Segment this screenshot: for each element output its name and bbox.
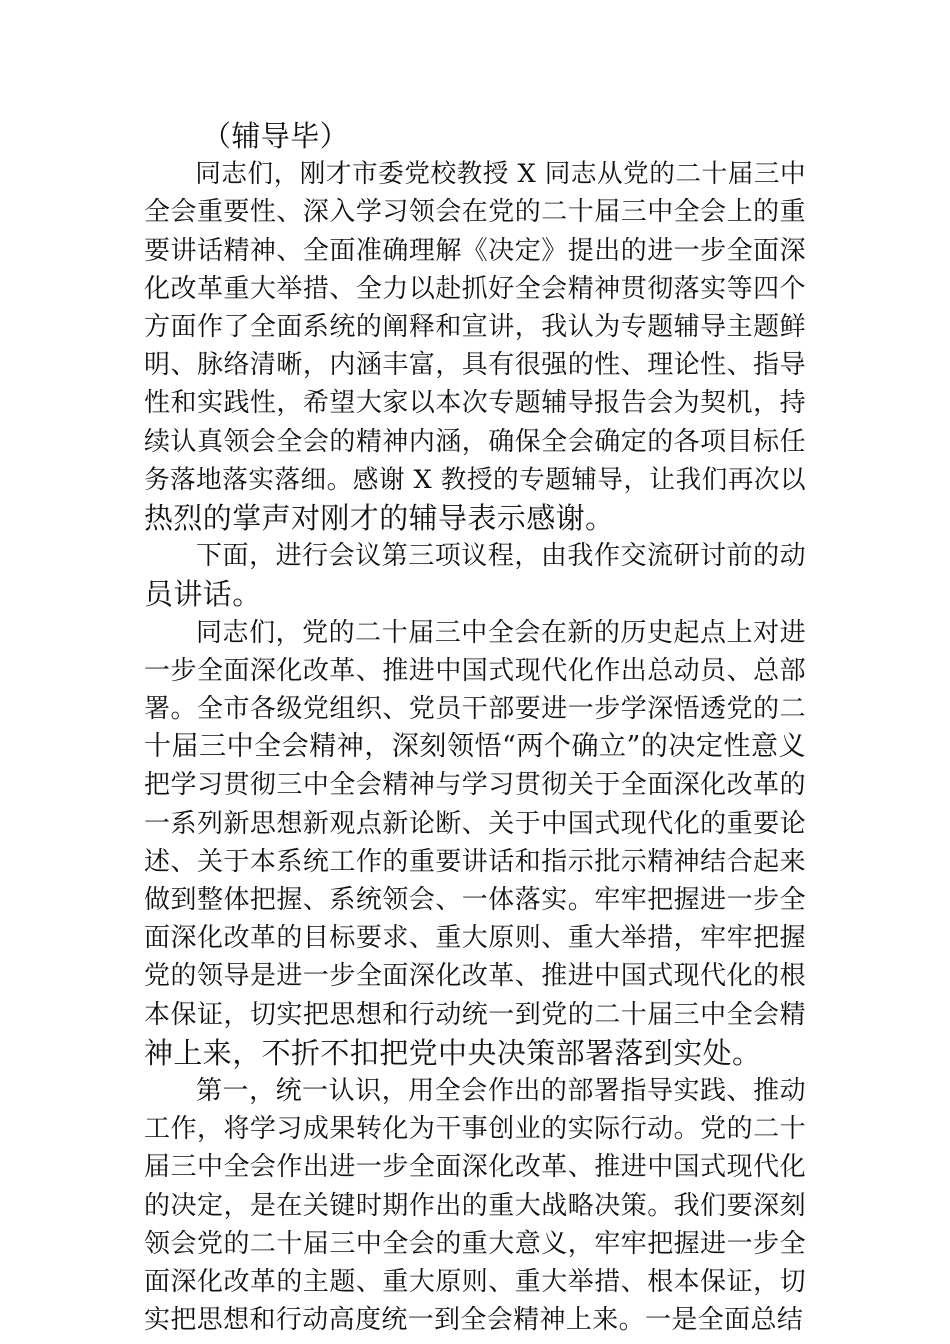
text-line: （辅导毕） [202, 119, 350, 153]
text-line: 全会重要性、深入学习领会在党的二十届三中全会上的重 [144, 197, 806, 228]
text-line: 化改革重大举措、全力以赴抓好全会精神贯彻落实等四个 [144, 273, 806, 304]
text-line: 领会党的二十届三中全会的重大意义，牢牢把握进一步全 [144, 1228, 806, 1259]
text-line: 面深化改革的主题、重大原则、重大举措、根本保证，切 [144, 1267, 806, 1298]
paragraph [144, 117, 806, 155]
text-line: 本保证，切实把思想和行动统一到党的二十届三中全会精 [144, 999, 806, 1030]
text-line: 党的领导是进一步全面深化改革、推进中国式现代化的根 [144, 961, 806, 992]
text-line: 务落地落实落细。感谢 X 教授的专题辅导，让我们再次以 [144, 464, 806, 495]
text-line: 工作，将学习成果转化为干事创业的实际行动。党的二十 [144, 1114, 806, 1145]
text-line: 性和实践性，希望大家以本次专题辅导报告会为契机，持 [144, 388, 806, 419]
paragraph [144, 1072, 806, 1339]
text-line: 一步全面深化改革、推进中国式现代化作出总动员、总部 [144, 655, 806, 686]
text-line: 把学习贯彻三中全会精神与学习贯彻关于全面深化改革的 [144, 770, 806, 801]
text-line: 届三中全会作出进一步全面深化改革、推进中国式现代化 [144, 1152, 806, 1183]
text-line: 实把思想和行动高度统一到全会精神上来。一是全面总结 [144, 1305, 804, 1336]
text-line: 要讲话精神、全面准确理解《决定》提出的进一步全面深 [144, 235, 806, 266]
text-line: 续认真领会全会的精神内涵，确保全会确定的各项目标任 [144, 426, 806, 457]
paragraph [144, 614, 806, 1072]
text-line: 明、脉络清晰，内涵丰富，具有很强的性、理论性、指导 [144, 350, 806, 381]
text-line: 下面，进行会议第三项议程，由我作交流研讨前的动 [196, 541, 806, 572]
paragraph [144, 155, 806, 537]
text-line: 做到整体把握、系统领会、一体落实。牢牢把握进一步全 [144, 885, 806, 916]
text-line: 署。全市各级党组织、党员干部要进一步学深悟透党的二 [144, 694, 806, 725]
text-line: 员讲话。 [144, 577, 262, 612]
text-line: 神上来，不折不扣把党中央决策部署落到实处。 [144, 1035, 762, 1070]
paragraph [144, 537, 806, 613]
text-line: 同志们，党的二十届三中全会在新的历史起点上对进 [196, 617, 806, 648]
text-line: 第一，统一认识，用全会作出的部署指导实践、推动 [196, 1076, 806, 1107]
document-page [144, 117, 806, 1340]
text-line: 热烈的掌声对刚才的辅导表示感谢。 [144, 501, 615, 536]
text-line: 面深化改革的目标要求、重大原则、重大举措，牢牢把握 [144, 923, 806, 954]
text-line: 述、关于本系统工作的重要讲话和指示批示精神结合起来 [144, 846, 806, 877]
text-line: 十届三中全会精神，深刻领悟“两个确立”的决定性意义 [144, 731, 806, 763]
text-line: 方面作了全面系统的阐释和宣讲，我认为专题辅导主题鲜 [144, 312, 806, 343]
text-line: 一系列新思想新观点新论断、关于中国式现代化的重要论 [144, 808, 806, 839]
text-line: 的决定，是在关键时期作出的重大战略决策。我们要深刻 [144, 1190, 806, 1221]
text-line: 同志们，刚才市委党校教授 X 同志从党的二十届三中 [195, 159, 806, 190]
